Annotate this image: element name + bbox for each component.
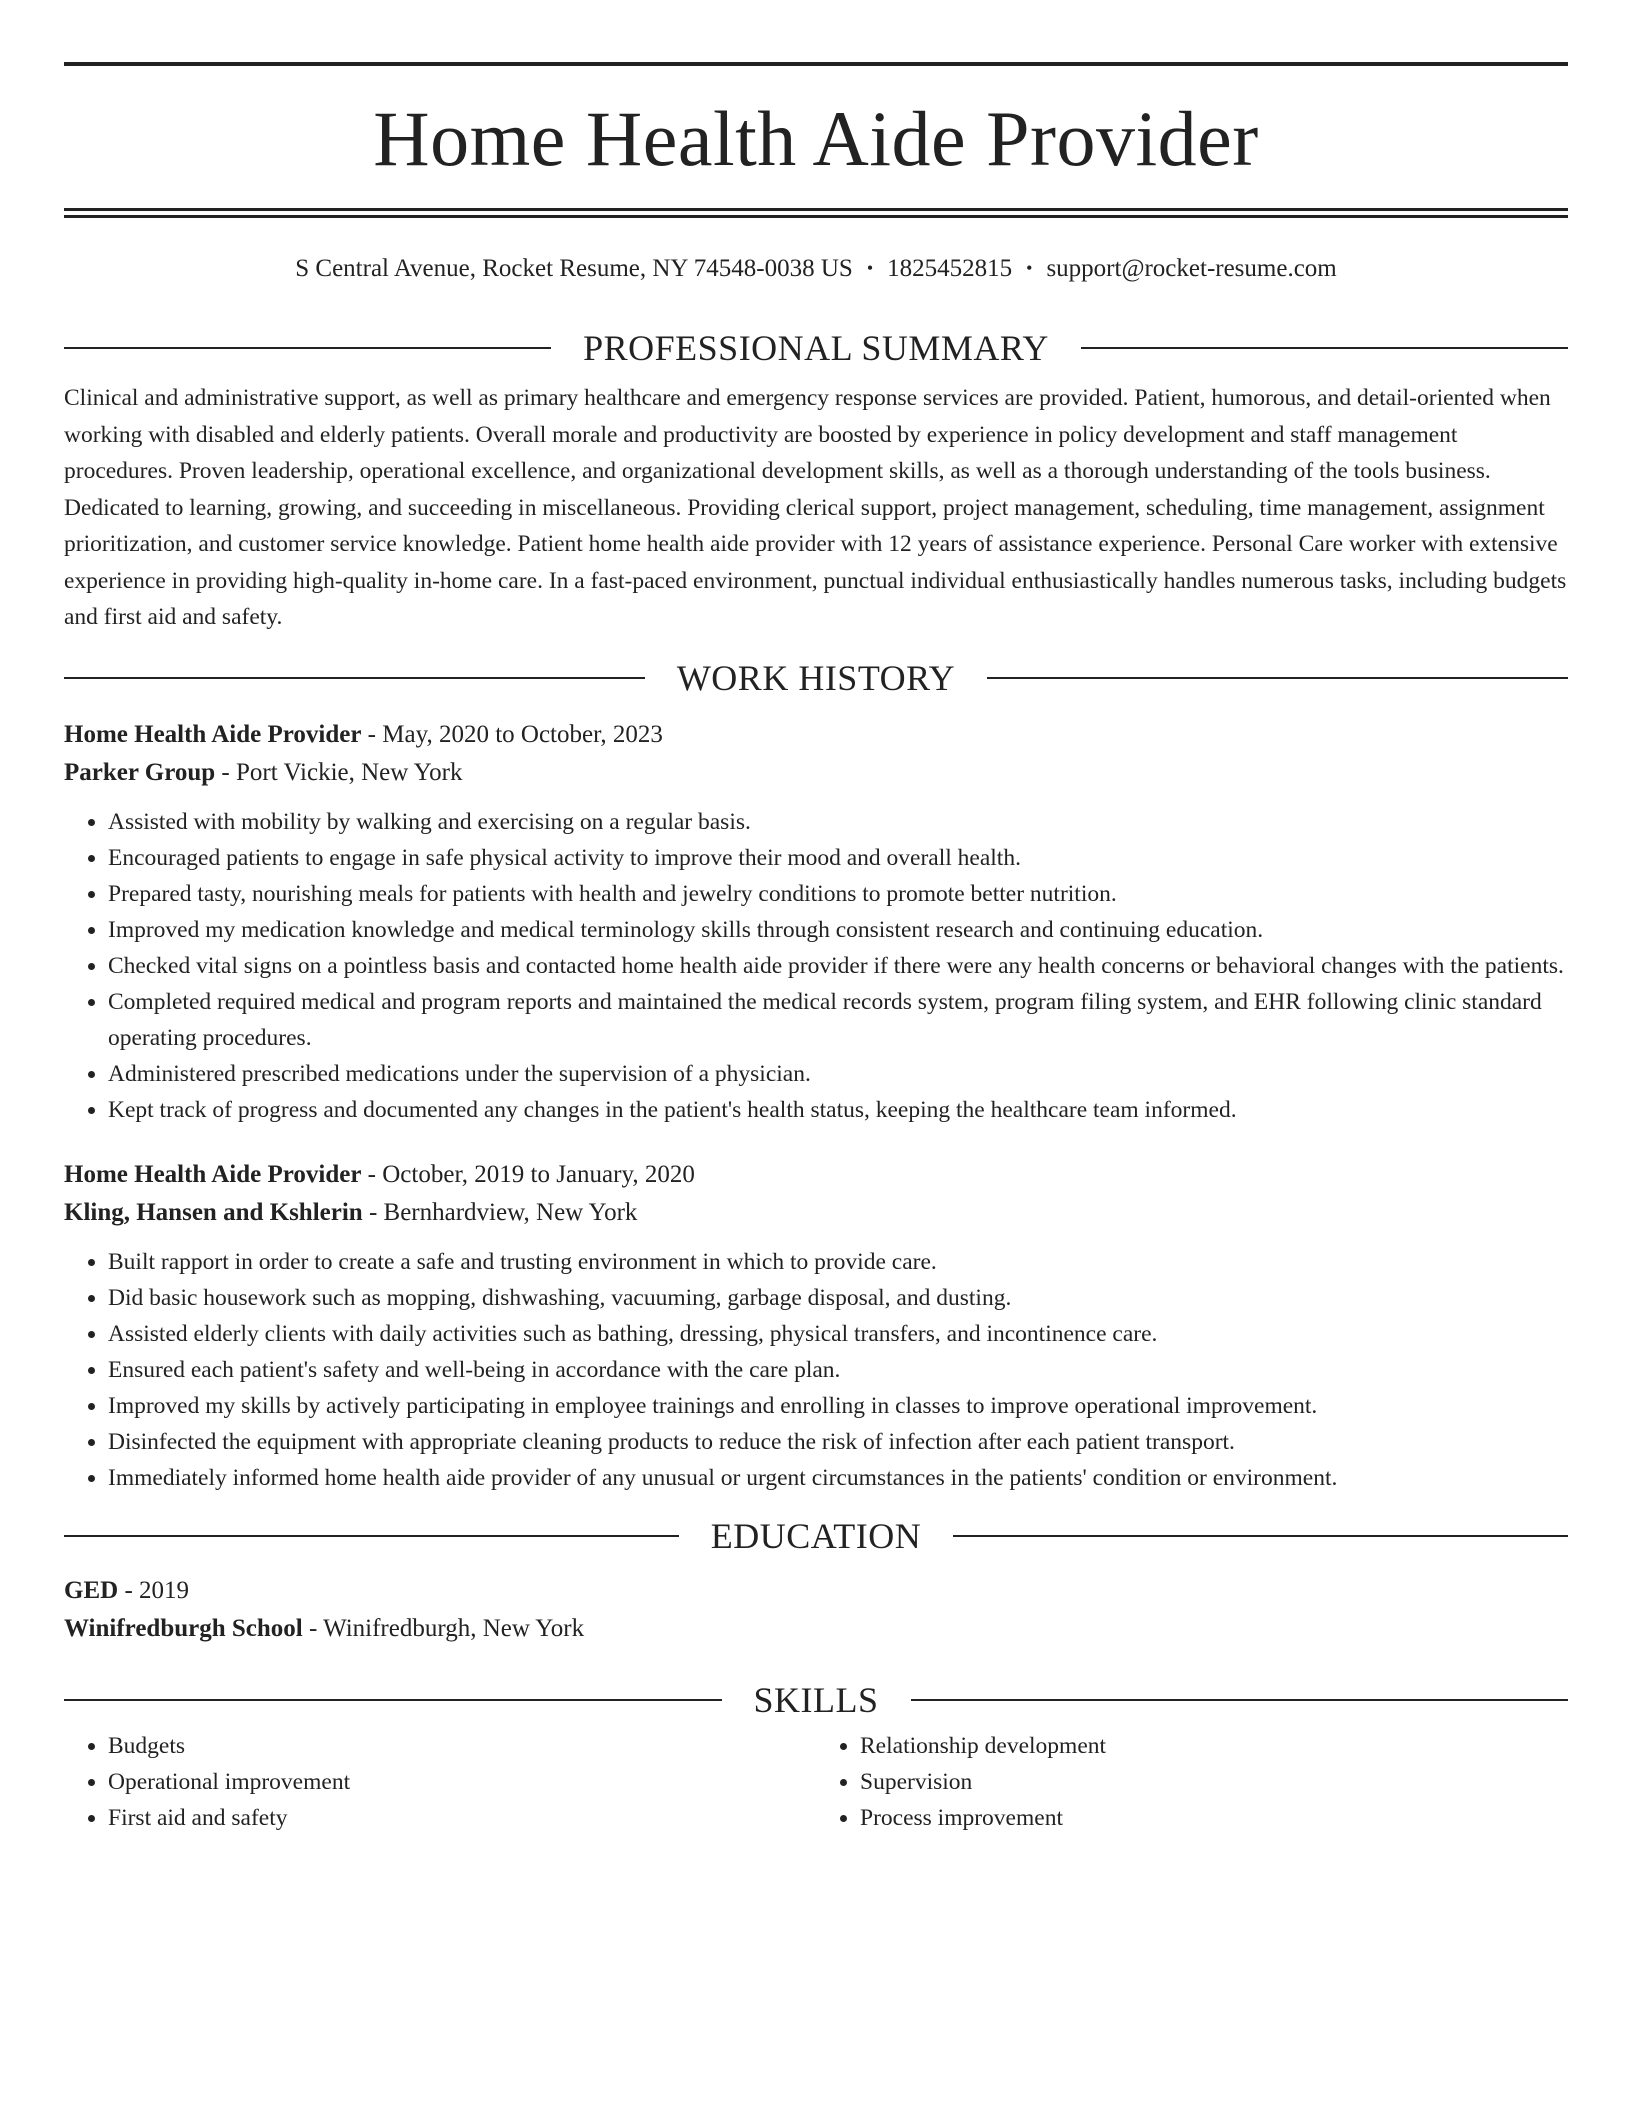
job-entry: [64, 716, 1568, 1128]
list-item: • Did basic housework such as mopping, dishwashing, vacuuming, garbage disposal, and dusting.: [108, 1280, 1568, 1316]
job-company: Kling, Hansen and Kshlerin: [64, 1198, 363, 1226]
skill-item: • Process improvement: [860, 1800, 1568, 1836]
list-item: • Immediately informed home health aide provider of any unusual or urgent circumstances in the patients' condition or environment.: [108, 1460, 1568, 1496]
contact-email: support@rocket-resume.com: [1046, 255, 1337, 282]
job-location: - Bernhardview, New York: [368, 1198, 638, 1226]
section-heading-summary: [64, 330, 1568, 366]
heading-rule-left: [64, 1535, 679, 1537]
education-school: Winifredburgh School: [64, 1614, 303, 1642]
skills-column-left: [64, 1728, 816, 1836]
list-item: • Disinfected the equipment with appropriate cleaning products to reduce the risk of infection after each patient transport.: [108, 1424, 1568, 1460]
list-item: • Built rapport in order to create a safe and trusting environment in which to provide care.: [108, 1244, 1568, 1280]
list-item: • Assisted with mobility by walking and exercising on a regular basis.: [108, 804, 1568, 840]
heading-rule-right: [953, 1535, 1568, 1537]
job-dates: - May, 2020 to October, 2023: [367, 720, 663, 748]
job-title: Home Health Aide Provider: [64, 1160, 362, 1188]
section-heading-education: [64, 1515, 1568, 1556]
list-item: • Checked vital signs on a pointless basis and contacted home health aide provider if there were any health concerns or behavioral changes with the patients.: [108, 948, 1568, 984]
contact-address: S Central Avenue, Rocket Resume, NY 74548-0038 US: [295, 255, 853, 282]
job-bullet-list: [64, 804, 1568, 1128]
job-title: Home Health Aide Provider: [64, 720, 362, 748]
education-degree-line: [64, 1572, 1568, 1610]
candidate-name: Home Health Aide Provider: [373, 95, 1259, 182]
list-item: • Assisted elderly clients with daily activities such as bathing, dressing, physical transfers, and incontinence care.: [108, 1316, 1568, 1352]
list-item: • Completed required medical and program reports and maintained the medical records system, program filing system, and EHR following clinic standard operating procedures.: [108, 984, 1568, 1056]
education-school-line: [64, 1610, 1568, 1648]
list-item: • Encouraged patients to engage in safe physical activity to improve their mood and overall health.: [108, 840, 1568, 876]
job-company-line: [64, 1194, 1568, 1232]
contact-separator: •: [866, 258, 874, 278]
skills-grid: [64, 1728, 1568, 1836]
section-title: SKILLS: [753, 1679, 879, 1720]
list-item: • Kept track of progress and documented any changes in the patient's health status, keeping the healthcare team informed.: [108, 1092, 1568, 1128]
list-item: • Administered prescribed medications under the supervision of a physician.: [108, 1056, 1568, 1092]
heading-rule-left: [64, 347, 551, 349]
section-heading-skills: [64, 1679, 1568, 1720]
section-title: PROFESSIONAL SUMMARY: [583, 328, 1049, 368]
contact-line: [64, 254, 1568, 284]
education-degree: GED: [64, 1576, 119, 1604]
heading-rule-left: [64, 677, 645, 679]
job-company-line: [64, 754, 1568, 792]
job-dates: - October, 2019 to January, 2020: [367, 1160, 695, 1188]
summary-text: Clinical and administrative support, as well as primary healthcare and emergency response services are provided. Patient, humorous, and detail-oriented when working with disabled and elderly patients. Overall morale and productivity are boosted by experience in policy development and staff management procedures. Proven leadership, operational excellence, and organizational development skills, as well as a thorough understanding of the tools business. Dedicated to learning, growing, and succeeding in miscellaneous. Providing clerical support, project management, scheduling, time management, assignment prioritization, and customer service knowledge. Patient home health aide provider with 12 years of assistance experience. Personal Care worker with extensive experience in providing high-quality in-home care. In a fast-paced environment, punctual individual enthusiastically handles numerous tasks, including budgets and first aid and safety.: [64, 385, 1567, 630]
heading-rule-right: [987, 677, 1568, 679]
education-entry: [64, 1572, 1568, 1648]
job-bullet-list: [64, 1244, 1568, 1496]
list-item: • Ensured each patient's safety and well-being in accordance with the care plan.: [108, 1352, 1568, 1388]
skill-item: • Relationship development: [860, 1728, 1568, 1764]
skill-item: • Supervision: [860, 1764, 1568, 1800]
education-location: - Winifredburgh, New York: [308, 1614, 585, 1642]
heading-rule-right: [1081, 347, 1568, 349]
job-title-line: [64, 716, 1568, 754]
contact-phone: 1825452815: [887, 255, 1013, 282]
job-location: - Port Vickie, New York: [221, 758, 463, 786]
list-item: • Improved my medication knowledge and medical terminology skills through consistent research and continuing education.: [108, 912, 1568, 948]
skill-item: • First aid and safety: [108, 1800, 816, 1836]
list-item: • Improved my skills by actively participating in employee trainings and enrolling in classes to improve operational improvement.: [108, 1388, 1568, 1424]
job-entry: [64, 1156, 1568, 1496]
section-heading-work-history: [64, 657, 1568, 698]
section-title: WORK HISTORY: [676, 657, 956, 698]
skills-column-right: [816, 1728, 1568, 1836]
contact-separator: •: [1026, 258, 1033, 278]
header-double-rule: [64, 208, 1568, 218]
skill-item: • Operational improvement: [108, 1764, 816, 1800]
header-top-rule: [64, 62, 1568, 66]
education-year: - 2019: [124, 1576, 190, 1604]
heading-rule-right: [911, 1699, 1569, 1701]
list-item: • Prepared tasty, nourishing meals for patients with health and jewelry conditions to promote better nutrition.: [108, 876, 1568, 912]
heading-rule-left: [64, 1699, 722, 1701]
job-title-line: [64, 1156, 1568, 1194]
job-company: Parker Group: [64, 758, 216, 786]
section-title: EDUCATION: [710, 1515, 922, 1556]
skill-item: • Budgets: [108, 1728, 816, 1764]
